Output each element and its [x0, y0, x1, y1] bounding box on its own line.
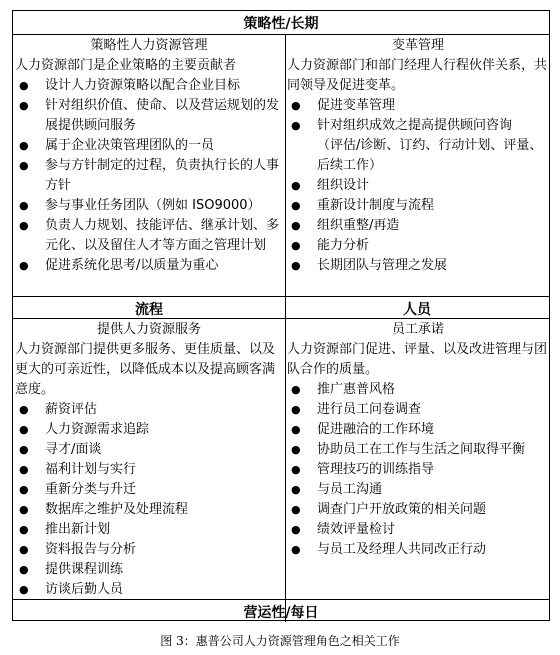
quadrant-hr-services [15, 320, 283, 600]
list-item: ● 促进系统化思考/以质量为重心 [15, 256, 283, 276]
list-item: ● 促进融洽的工作环境 [287, 420, 549, 440]
divider [13, 599, 549, 600]
bullet-list [287, 176, 549, 276]
bullet-list [287, 380, 549, 560]
bullet-list [287, 96, 549, 136]
cell-title: 策略性人力资源管理 [90, 38, 208, 53]
list-item: ● 人力资源需求追踪 [15, 420, 283, 440]
divider [13, 34, 549, 35]
list-item: ● 负责人力规划、技能评估、继承计划、多元化、以及留住人才等方面之管理计划 [15, 216, 283, 256]
list-item: ● 长期团队与管理之发展 [287, 256, 549, 276]
list-item: ● 组织重整/再造 [287, 216, 549, 236]
quadrant-strategic-hr [15, 36, 283, 276]
process-header: 流程 [135, 302, 163, 318]
list-item: ● 参与事业任务团队（例如 ISO9000） [15, 196, 283, 216]
bullet-list [15, 400, 283, 600]
list-item: ● 组织设计 [287, 176, 549, 196]
quadrant-change-management [287, 36, 549, 276]
divider [13, 296, 549, 297]
list-item: ● 访谈后勤人员 [15, 580, 283, 600]
list-item: ● 重新分类与升迁 [15, 480, 283, 500]
figure-caption: 图 3：惠普公司人力资源管理角色之相关工作 [160, 634, 400, 648]
list-item: ● 福利计划与实行 [15, 460, 283, 480]
people-header: 人员 [403, 302, 431, 318]
list-item: ● 针对组织价值、使命、以及营运规划的发展提供顾问服务 [15, 96, 283, 136]
list-item: ● 调查门户开放政策的相关问题 [287, 500, 549, 520]
quadrant-employee-commitment [287, 320, 549, 560]
list-item: ● 提供课程训练 [15, 560, 283, 580]
sub-note: （评估/诊断、订约、行动计划、评量、后续工作） [317, 138, 543, 173]
list-item: ● 针对组织成效之提高提供顾问咨询 [287, 116, 549, 136]
cell-title: 提供人力资源服务 [96, 322, 201, 337]
list-item: ● 资料报告与分析 [15, 540, 283, 560]
list-item: ● 绩效评量检讨 [287, 520, 549, 540]
list-item: ● 管理技巧的训练指导 [287, 460, 549, 480]
vertical-divider [285, 34, 286, 622]
list-item: ● 参与方针制定的过程，负责执行长的人事方针 [15, 156, 283, 196]
top-axis-header: 策略性/长期 [243, 16, 319, 32]
list-item: ● 推出新计划 [15, 520, 283, 540]
bottom-axis-header: 营运性/每日 [243, 605, 319, 621]
list-item: ● 促进变革管理 [287, 96, 549, 116]
list-item: ● 与员工及经理人共同改正行动 [287, 540, 549, 560]
cell-intro: 人力资源部门促进、评量、以及改进管理与团队合作的质量。 [287, 342, 548, 377]
list-item: ● 寻才/面谈 [15, 440, 283, 460]
cell-intro: 人力资源部门是企业策略的主要贡献者 [15, 58, 237, 73]
cell-title: 变革管理 [391, 38, 444, 53]
list-item: ● 推广惠普风格 [287, 380, 549, 400]
hr-roles-table [12, 10, 550, 621]
list-item: ● 数据库之维护及处理流程 [15, 500, 283, 520]
list-item: ● 属于企业决策管理团队的一员 [15, 136, 283, 156]
list-item: ● 与员工沟通 [287, 480, 549, 500]
list-item: ● 重新设计制度与流程 [287, 196, 549, 216]
list-item: ● 薪资评估 [15, 400, 283, 420]
bullet-list [15, 76, 283, 276]
list-item: ● 协助员工在工作与生活之间取得平衡 [287, 440, 549, 460]
list-item: ● 能力分析 [287, 236, 549, 256]
list-item: ● 设计人力资源策略以配合企业目标 [15, 76, 283, 96]
cell-intro: 人力资源部门和部门经理人行程伙伴关系，共同领导及促进变革。 [287, 58, 548, 93]
cell-intro: 人力资源部门提供更多服务、更佳质量、以及更大的可亲近性，以降低成本以及提高顾客满意度。 [15, 342, 276, 397]
cell-title: 员工承诺 [391, 322, 444, 337]
divider [13, 318, 549, 319]
list-item: ● 进行员工问卷调查 [287, 400, 549, 420]
